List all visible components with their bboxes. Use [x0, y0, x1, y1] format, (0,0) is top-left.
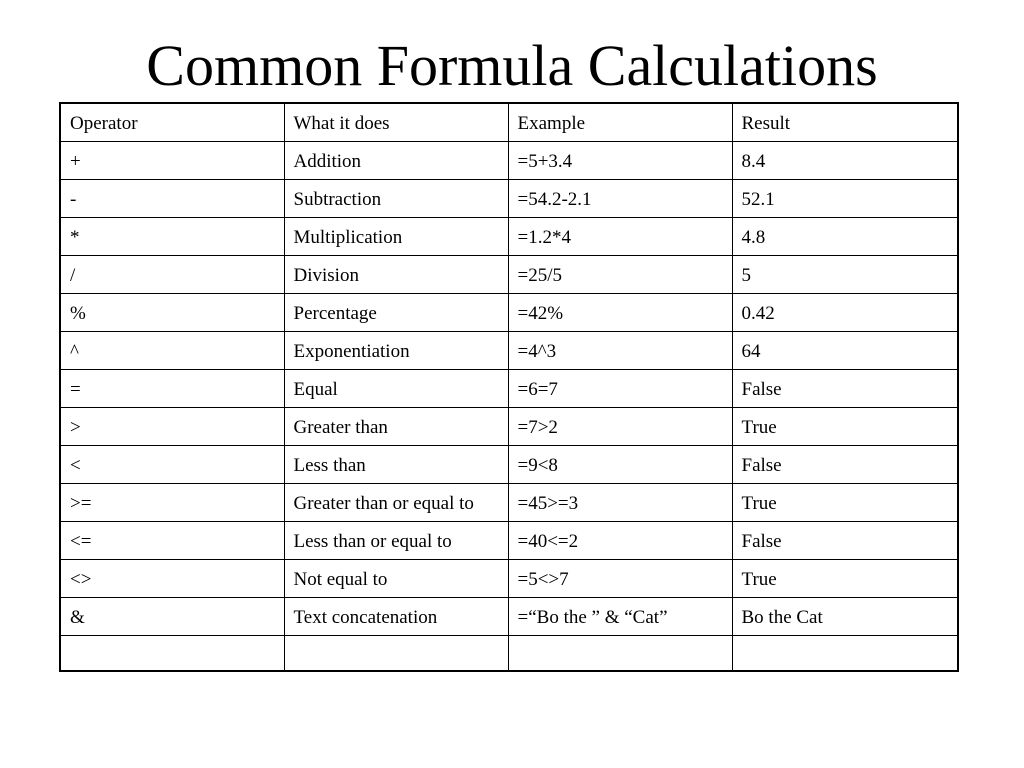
description-cell: Greater than or equal to: [284, 484, 508, 522]
operator-cell: &: [60, 598, 284, 636]
table-row: [60, 370, 958, 408]
example-cell: =25/5: [508, 256, 732, 294]
table-row: [60, 560, 958, 598]
header-example: Example: [508, 103, 732, 142]
example-cell: =7>2: [508, 408, 732, 446]
operator-cell: >: [60, 408, 284, 446]
operator-cell: <=: [60, 522, 284, 560]
example-cell: =54.2-2.1: [508, 180, 732, 218]
description-cell: Text concatenation: [284, 598, 508, 636]
table-row: [60, 332, 958, 370]
table-row: [60, 180, 958, 218]
result-cell: True: [732, 560, 958, 598]
operator-cell: <>: [60, 560, 284, 598]
operator-cell: %: [60, 294, 284, 332]
slide-title: Common Formula Calculations: [146, 33, 878, 98]
formula-table-container: [59, 102, 957, 672]
example-cell: =4^3: [508, 332, 732, 370]
result-cell: True: [732, 408, 958, 446]
description-cell: Subtraction: [284, 180, 508, 218]
table-row: [60, 446, 958, 484]
result-cell: 5: [732, 256, 958, 294]
formula-table: [59, 102, 959, 672]
example-cell: =42%: [508, 294, 732, 332]
header-what-it-does: What it does: [284, 103, 508, 142]
description-cell: Percentage: [284, 294, 508, 332]
description-cell: Not equal to: [284, 560, 508, 598]
table-row: [60, 522, 958, 560]
result-cell: Bo the Cat: [732, 598, 958, 636]
description-cell: [284, 636, 508, 672]
example-cell: =6=7: [508, 370, 732, 408]
table-row: [60, 408, 958, 446]
operator-cell: [60, 636, 284, 672]
example-cell: [508, 636, 732, 672]
result-cell: False: [732, 370, 958, 408]
result-cell: 52.1: [732, 180, 958, 218]
operator-cell: ^: [60, 332, 284, 370]
operator-cell: <: [60, 446, 284, 484]
table-row-empty: [60, 636, 958, 672]
description-cell: Exponentiation: [284, 332, 508, 370]
result-cell: 8.4: [732, 142, 958, 180]
example-cell: =5+3.4: [508, 142, 732, 180]
description-cell: Multiplication: [284, 218, 508, 256]
operator-cell: >=: [60, 484, 284, 522]
table-header-row: [60, 103, 958, 142]
example-cell: =5<>7: [508, 560, 732, 598]
result-cell: 0.42: [732, 294, 958, 332]
operator-cell: /: [60, 256, 284, 294]
description-cell: Less than: [284, 446, 508, 484]
table-row: [60, 294, 958, 332]
example-cell: =45>=3: [508, 484, 732, 522]
description-cell: Division: [284, 256, 508, 294]
result-cell: False: [732, 446, 958, 484]
operator-cell: -: [60, 180, 284, 218]
table-row: [60, 598, 958, 636]
example-cell: =1.2*4: [508, 218, 732, 256]
example-cell: =40<=2: [508, 522, 732, 560]
header-operator: Operator: [60, 103, 284, 142]
result-cell: True: [732, 484, 958, 522]
table-row: [60, 484, 958, 522]
table-row: [60, 218, 958, 256]
operator-cell: =: [60, 370, 284, 408]
table-row: [60, 256, 958, 294]
description-cell: Equal: [284, 370, 508, 408]
example-cell: =“Bo the ” & “Cat”: [508, 598, 732, 636]
result-cell: 64: [732, 332, 958, 370]
result-cell: False: [732, 522, 958, 560]
result-cell: 4.8: [732, 218, 958, 256]
operator-cell: +: [60, 142, 284, 180]
description-cell: Less than or equal to: [284, 522, 508, 560]
example-cell: =9<8: [508, 446, 732, 484]
description-cell: Greater than: [284, 408, 508, 446]
table-row: [60, 142, 958, 180]
description-cell: Addition: [284, 142, 508, 180]
operator-cell: *: [60, 218, 284, 256]
header-result: Result: [732, 103, 958, 142]
result-cell: [732, 636, 958, 672]
